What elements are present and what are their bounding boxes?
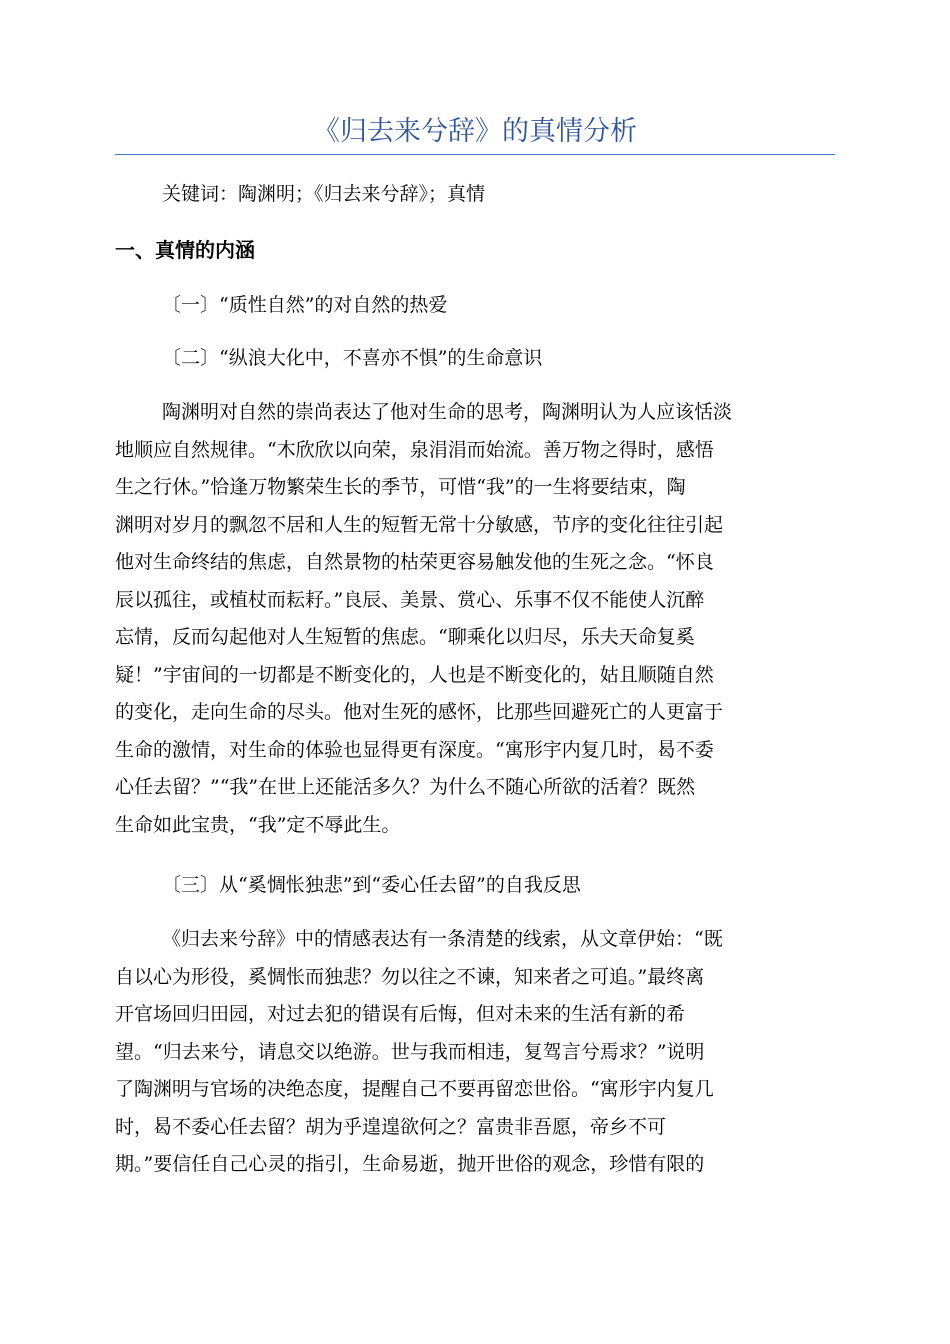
subheading-3: 〔三〕从“奚惆怅独悲”到“委心任去留”的自我反思 [162, 874, 581, 896]
document-title: 《归去来兮辞》的真情分析 [313, 116, 637, 147]
paragraph-line: 自以心为形役，奚惆怅而独悲？勿以往之不谏，知来者之可追。”最终离 [115, 965, 705, 988]
paragraph-line: 了陶渊明与官场的决绝态度，提醒自己不要再留恋世俗。“寓形宇内复几 [115, 1078, 714, 1100]
paragraph-line: 《归去来兮辞》中的情感表达有一条清楚的线索，从文章伊始：“既 [162, 928, 723, 950]
section-heading-1: 一、真情的内涵 [115, 238, 255, 262]
paragraph-line: 心任去留？”“我”在世上还能活多久？为什么不随心所欲的活着？既然 [115, 776, 696, 798]
paragraph-line: 的变化，走向生命的尽头。他对生死的感怀，比那些回避死亡的人更富于 [115, 701, 724, 723]
paragraph-line: 地顺应自然规律。“木欣欣以向荣，泉涓涓而始流。善万物之得时，感悟 [115, 438, 714, 461]
paragraph-2 [115, 921, 835, 1184]
paragraph-line: 开官场回归田园，对过去犯的错误有后悔，但对未来的生活有新的希 [115, 1003, 686, 1025]
keywords-line: 关键词：陶渊明；《归去来兮辞》；真情 [162, 183, 486, 205]
paragraph-1 [115, 394, 835, 844]
paragraph-line: 疑！”宇宙间的一切都是不断变化的，人也是不断变化的，姑且顺随自然 [115, 663, 714, 686]
paragraph-line: 生命的激情，对生命的体验也显得更有深度。“寓形宇内复几时，曷不委 [115, 738, 714, 761]
paragraph-line: 生命如此宝贵，“我”定不辱此生。 [115, 813, 401, 836]
paragraph-line: 他对生命终结的焦虑，自然景物的枯荣更容易触发他的生死之念。“怀良 [115, 551, 714, 573]
subheading-2: 〔二〕“纵浪大化中，不喜亦不惧”的生命意识 [162, 347, 543, 369]
subheading-1: 〔一〕“质性自然”的对自然的热爱 [162, 294, 448, 316]
paragraph-line: 辰以孤往，或植杖而耘耔。”良辰、美景、赏心、乐事不仅不能使人沉醉 [115, 588, 705, 611]
paragraph-line: 时，曷不委心任去留？胡为乎遑遑欲何之？富贵非吾愿，帝乡不可 [115, 1115, 667, 1138]
title-underline [115, 154, 835, 155]
paragraph-line: 期。”要信任自己心灵的指引，生命易逝，抛开世俗的观念，珍惜有限的 [115, 1153, 705, 1175]
paragraph-line: 忘情，反而勾起他对人生短暂的焦虑。“聊乘化以归尽，乐夫天命复奚 [115, 626, 695, 648]
paragraph-line: 陶渊明对自然的崇尚表达了他对生命的思考，陶渊明认为人应该恬淡 [162, 401, 733, 423]
paragraph-line: 望。“归去来兮，请息交以绝游。世与我而相违，复驾言兮焉求？”说明 [115, 1040, 705, 1063]
paragraph-line: 生之行休。”恰逢万物繁荣生长的季节，可惜“我”的一生将要结束，陶 [115, 476, 686, 498]
paragraph-line: 渊明对岁月的飘忽不居和人生的短暂无常十分敏感，节序的变化往往引起 [115, 513, 724, 536]
